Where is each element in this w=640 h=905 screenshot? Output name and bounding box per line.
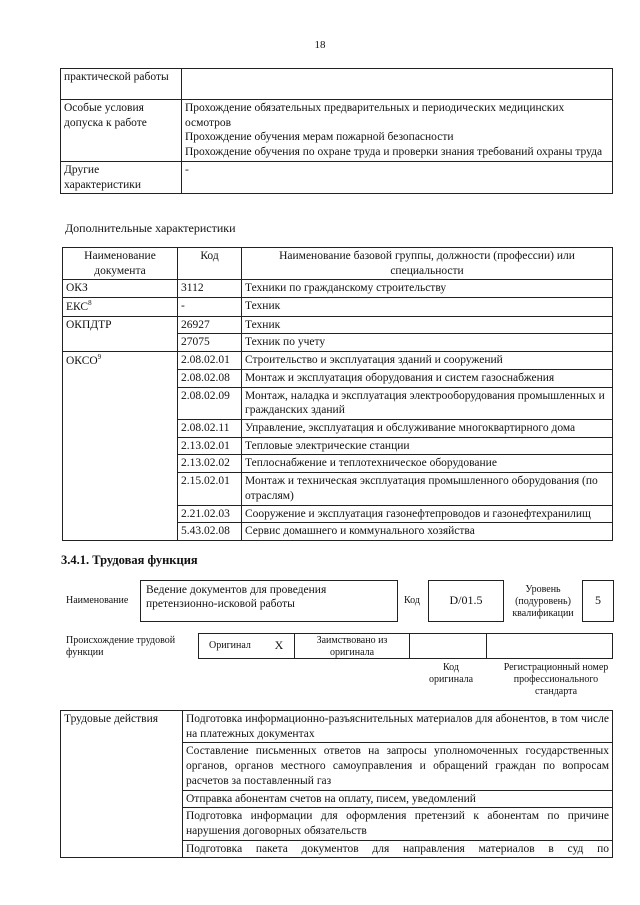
action-item: Составление письменных ответов на запросы уполномоченных государственных органов, органов местного самоуправления и обращений граждан по вопросам расчетов за поставленный газ [183, 743, 613, 790]
name-cell: Управление, эксплуатация и обслуживание многоквартирного дома [242, 420, 613, 438]
code-original-label: Код оригинала [428, 662, 474, 685]
code-cell: 2.08.02.01 [178, 352, 242, 370]
level-value: 5 [582, 580, 614, 622]
name-cell: Монтаж, наладка и эксплуатация электрооборудования промышленных и гражданских зданий [242, 387, 613, 419]
code-value: D/01.5 [428, 580, 504, 622]
name-cell: Монтаж и эксплуатация оборудования и систем газоснабжения [242, 369, 613, 387]
code-cell: 2.13.02.01 [178, 437, 242, 455]
code-cell: - [178, 298, 242, 317]
code-label: Код [404, 595, 420, 606]
row-label: практической работы [61, 69, 182, 100]
code-cell: 26927 [178, 316, 242, 334]
origin-label: Происхождение трудовой функции [66, 635, 176, 658]
doc-name [63, 298, 178, 317]
table-row [63, 316, 613, 334]
table-header-row [63, 248, 613, 280]
action-item: Отправка абонентам счетов на оплату, писем, уведомлений [183, 790, 613, 808]
table-row [61, 161, 613, 193]
column-header: Код [178, 248, 242, 280]
name-cell: Тепловые электрические станции [242, 437, 613, 455]
name-cell: Техник [242, 298, 613, 317]
doc-name [63, 352, 178, 541]
condition-item: Прохождение обязательных предварительных и периодических медицинских осмотров [185, 102, 565, 129]
condition-item: Прохождение обучения мерам пожарной безопасности [185, 131, 454, 144]
code-cell: 2.21.02.03 [178, 505, 242, 523]
reg-number-cell [486, 633, 613, 659]
original-mark: X [274, 638, 284, 653]
table-row [61, 100, 613, 162]
doc-name: ОКПДТР [63, 316, 178, 351]
doc-name: ОКЗ [63, 280, 178, 298]
column-header: Наименование документа [63, 248, 178, 280]
actions-table [60, 710, 613, 858]
code-cell: 3112 [178, 280, 242, 298]
code-cell: 27075 [178, 334, 242, 352]
name-value-box [140, 580, 398, 622]
name-cell: Сооружение и эксплуатация газонефтепроводов и газонефтехранилищ [242, 505, 613, 523]
name-value: Ведение документов для проведения претензионно-исковой работы [146, 584, 327, 611]
row-value [182, 100, 613, 162]
column-header: Наименование базовой группы, должности (профессии) или специальности [242, 248, 613, 280]
name-cell: Сервис домашнего и коммунального хозяйства [242, 523, 613, 541]
origin-table [198, 633, 613, 661]
code-cell: 2.08.02.11 [178, 420, 242, 438]
table-row [63, 352, 613, 370]
section-label: Дополнительные характеристики [65, 221, 236, 235]
row-label: Особые условия допуска к работе [61, 100, 182, 162]
name-cell: Техник [242, 316, 613, 334]
doc-name-text: ЕКС [66, 300, 89, 313]
code-cell: 2.13.02.02 [178, 455, 242, 473]
code-original-cell [409, 633, 487, 659]
code-cell: 5.43.02.08 [178, 523, 242, 541]
row-value: - [182, 161, 613, 193]
level-label: Уровень (подуровень) квалификации [512, 584, 574, 619]
characteristics-table [62, 247, 613, 541]
code-cell: 2.15.02.01 [178, 473, 242, 505]
row-label: Другие характеристики [61, 161, 182, 193]
table-row [61, 711, 613, 743]
table-row [63, 280, 613, 298]
name-cell: Техники по гражданскому строительству [242, 280, 613, 298]
name-cell: Техник по учету [242, 334, 613, 352]
name-cell: Монтаж и техническая эксплуатация промышленного оборудования (по отраслям) [242, 473, 613, 505]
borrowed-label: Заимствовано из оригинала [294, 633, 410, 659]
name-cell: Теплоснабжение и теплотехническое оборудование [242, 455, 613, 473]
original-label: Оригинал [198, 633, 295, 659]
code-cell: 2.08.02.09 [178, 387, 242, 419]
code-cell: 2.08.02.08 [178, 369, 242, 387]
table-row [63, 298, 613, 317]
name-label: Наименование [66, 595, 129, 606]
row-value [182, 69, 613, 100]
footnote-ref: 8 [88, 299, 92, 308]
doc-name-text: ОКСО [66, 354, 98, 367]
condition-item: Прохождение обучения по охране труда и проверки знания требований охраны труда [185, 146, 603, 159]
reg-number-label: Регистрационный номер профессионального стандарта [503, 662, 609, 697]
conditions-table [60, 68, 613, 194]
name-cell: Строительство и эксплуатация зданий и сооружений [242, 352, 613, 370]
table-row [61, 69, 613, 100]
actions-label: Трудовые действия [61, 711, 183, 858]
action-item: Подготовка информационно-разъяснительных материалов для абонентов, в том числе на платежных документах [183, 711, 613, 743]
action-item: Подготовка информации для оформления претензий к абонентам по причине нарушения договорных обязательств [183, 808, 613, 840]
footnote-ref: 9 [97, 353, 102, 362]
action-item: Подготовка пакета документов для направления материалов в суд по [183, 840, 613, 858]
page-number: 18 [314, 39, 326, 51]
function-heading: 3.4.1. Трудовая функция [61, 553, 198, 567]
